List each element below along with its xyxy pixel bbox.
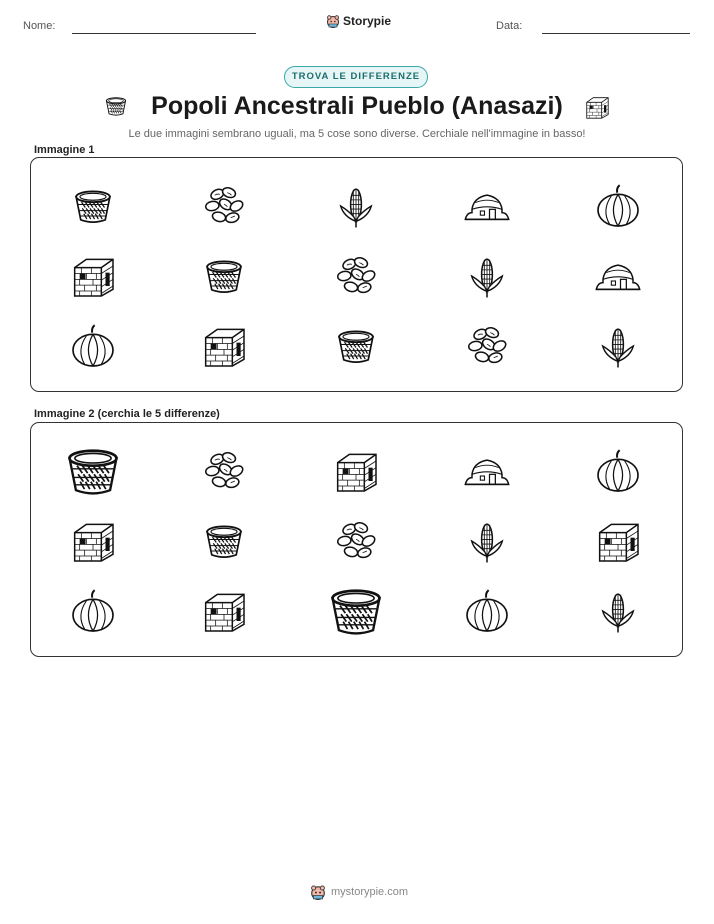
image1-cell-r2c2[interactable] (184, 246, 264, 306)
date-label: Data: (496, 20, 523, 32)
image1-cell-r2c3[interactable] (316, 246, 396, 306)
beans-icon (199, 446, 249, 496)
image1-cell-r1c5[interactable] (578, 176, 658, 236)
image1-cell-r1c1[interactable] (53, 176, 133, 236)
image1-cell-r2c5[interactable] (578, 246, 658, 306)
activity-badge: TROVA LE DIFFERENZE (284, 66, 428, 88)
image2-cell-r2c2[interactable] (184, 511, 264, 571)
name-field-line[interactable] (72, 33, 256, 34)
house-icon (199, 586, 249, 636)
basket-icon (201, 253, 247, 299)
image2-cell-r2c4[interactable] (447, 511, 527, 571)
image2-cell-r1c4[interactable] (447, 441, 527, 501)
hut-icon (462, 181, 512, 231)
image2-cell-r2c1[interactable] (53, 511, 133, 571)
pumpkin-icon (462, 586, 512, 636)
image2-cell-r1c5[interactable] (578, 441, 658, 501)
storypie-mascot-icon (310, 884, 326, 900)
image1-cell-r1c3[interactable] (316, 176, 396, 236)
image2-cell-r1c3[interactable] (316, 441, 396, 501)
image2-cell-r2c5[interactable] (578, 511, 658, 571)
image1-cell-r3c2[interactable] (184, 316, 264, 376)
footer (310, 884, 408, 900)
beans-icon (462, 321, 512, 371)
instructions: Le due immagini sembrano uguali, ma 5 cose sono diverse. Cerchiale nell'immagine in basso! (128, 128, 586, 140)
corn-icon (464, 518, 510, 564)
beans-icon (199, 181, 249, 231)
title-house-icon (583, 93, 611, 126)
image1-cell-r3c4[interactable] (447, 316, 527, 376)
image1-cell-r3c3[interactable] (316, 316, 396, 376)
image1-cell-r3c1[interactable] (53, 316, 133, 376)
basket-icon (333, 323, 379, 369)
corn-icon (333, 183, 379, 229)
image2-cell-r1c2[interactable] (184, 441, 264, 501)
image2-cell-r3c2[interactable] (184, 581, 264, 641)
house-icon (593, 516, 643, 566)
image1-panel (30, 157, 683, 392)
basket-large-icon (61, 439, 125, 503)
image2-cell-r3c5[interactable] (578, 581, 658, 641)
footer-url: mystorypie.com (331, 886, 409, 898)
corn-icon (595, 323, 641, 369)
storypie-mascot-icon (326, 14, 340, 28)
image2-cell-r3c4[interactable] (447, 581, 527, 641)
house-icon (199, 321, 249, 371)
basket-icon (201, 518, 247, 564)
house-icon (68, 251, 118, 301)
pumpkin-icon (68, 586, 118, 636)
house-icon (68, 516, 118, 566)
image1-cell-r1c2[interactable] (184, 176, 264, 236)
beans-icon (331, 516, 381, 566)
basket-large-icon (324, 579, 388, 643)
image2-panel[interactable] (30, 422, 683, 657)
image1-cell-r2c1[interactable] (53, 246, 133, 306)
image1-cell-r2c4[interactable] (447, 246, 527, 306)
corn-icon (464, 253, 510, 299)
image2-cell-r2c3[interactable] (316, 511, 396, 571)
image1-cell-r1c4[interactable] (447, 176, 527, 236)
image2-cell-r3c3[interactable] (316, 581, 396, 641)
pumpkin-icon (593, 446, 643, 496)
corn-icon (595, 588, 641, 634)
date-field-line[interactable] (542, 33, 690, 34)
image1-label: Immagine 1 (34, 144, 95, 156)
basket-icon (70, 183, 116, 229)
hut-icon (593, 251, 643, 301)
hut-icon (462, 446, 512, 496)
brand-name: Storypie (343, 14, 392, 28)
name-label: Nome: (23, 20, 56, 32)
house-icon (331, 446, 381, 496)
brand-logo (326, 14, 391, 28)
beans-icon (331, 251, 381, 301)
image2-cell-r3c1[interactable] (53, 581, 133, 641)
image1-cell-r3c5[interactable] (578, 316, 658, 376)
pumpkin-icon (68, 321, 118, 371)
pumpkin-icon (593, 181, 643, 231)
image2-label: Immagine 2 (cerchia le 5 differenze) (34, 408, 220, 420)
image2-cell-r1c1[interactable] (53, 441, 133, 501)
page-title: Popoli Ancestrali Pueblo (Anasazi) (151, 92, 563, 120)
